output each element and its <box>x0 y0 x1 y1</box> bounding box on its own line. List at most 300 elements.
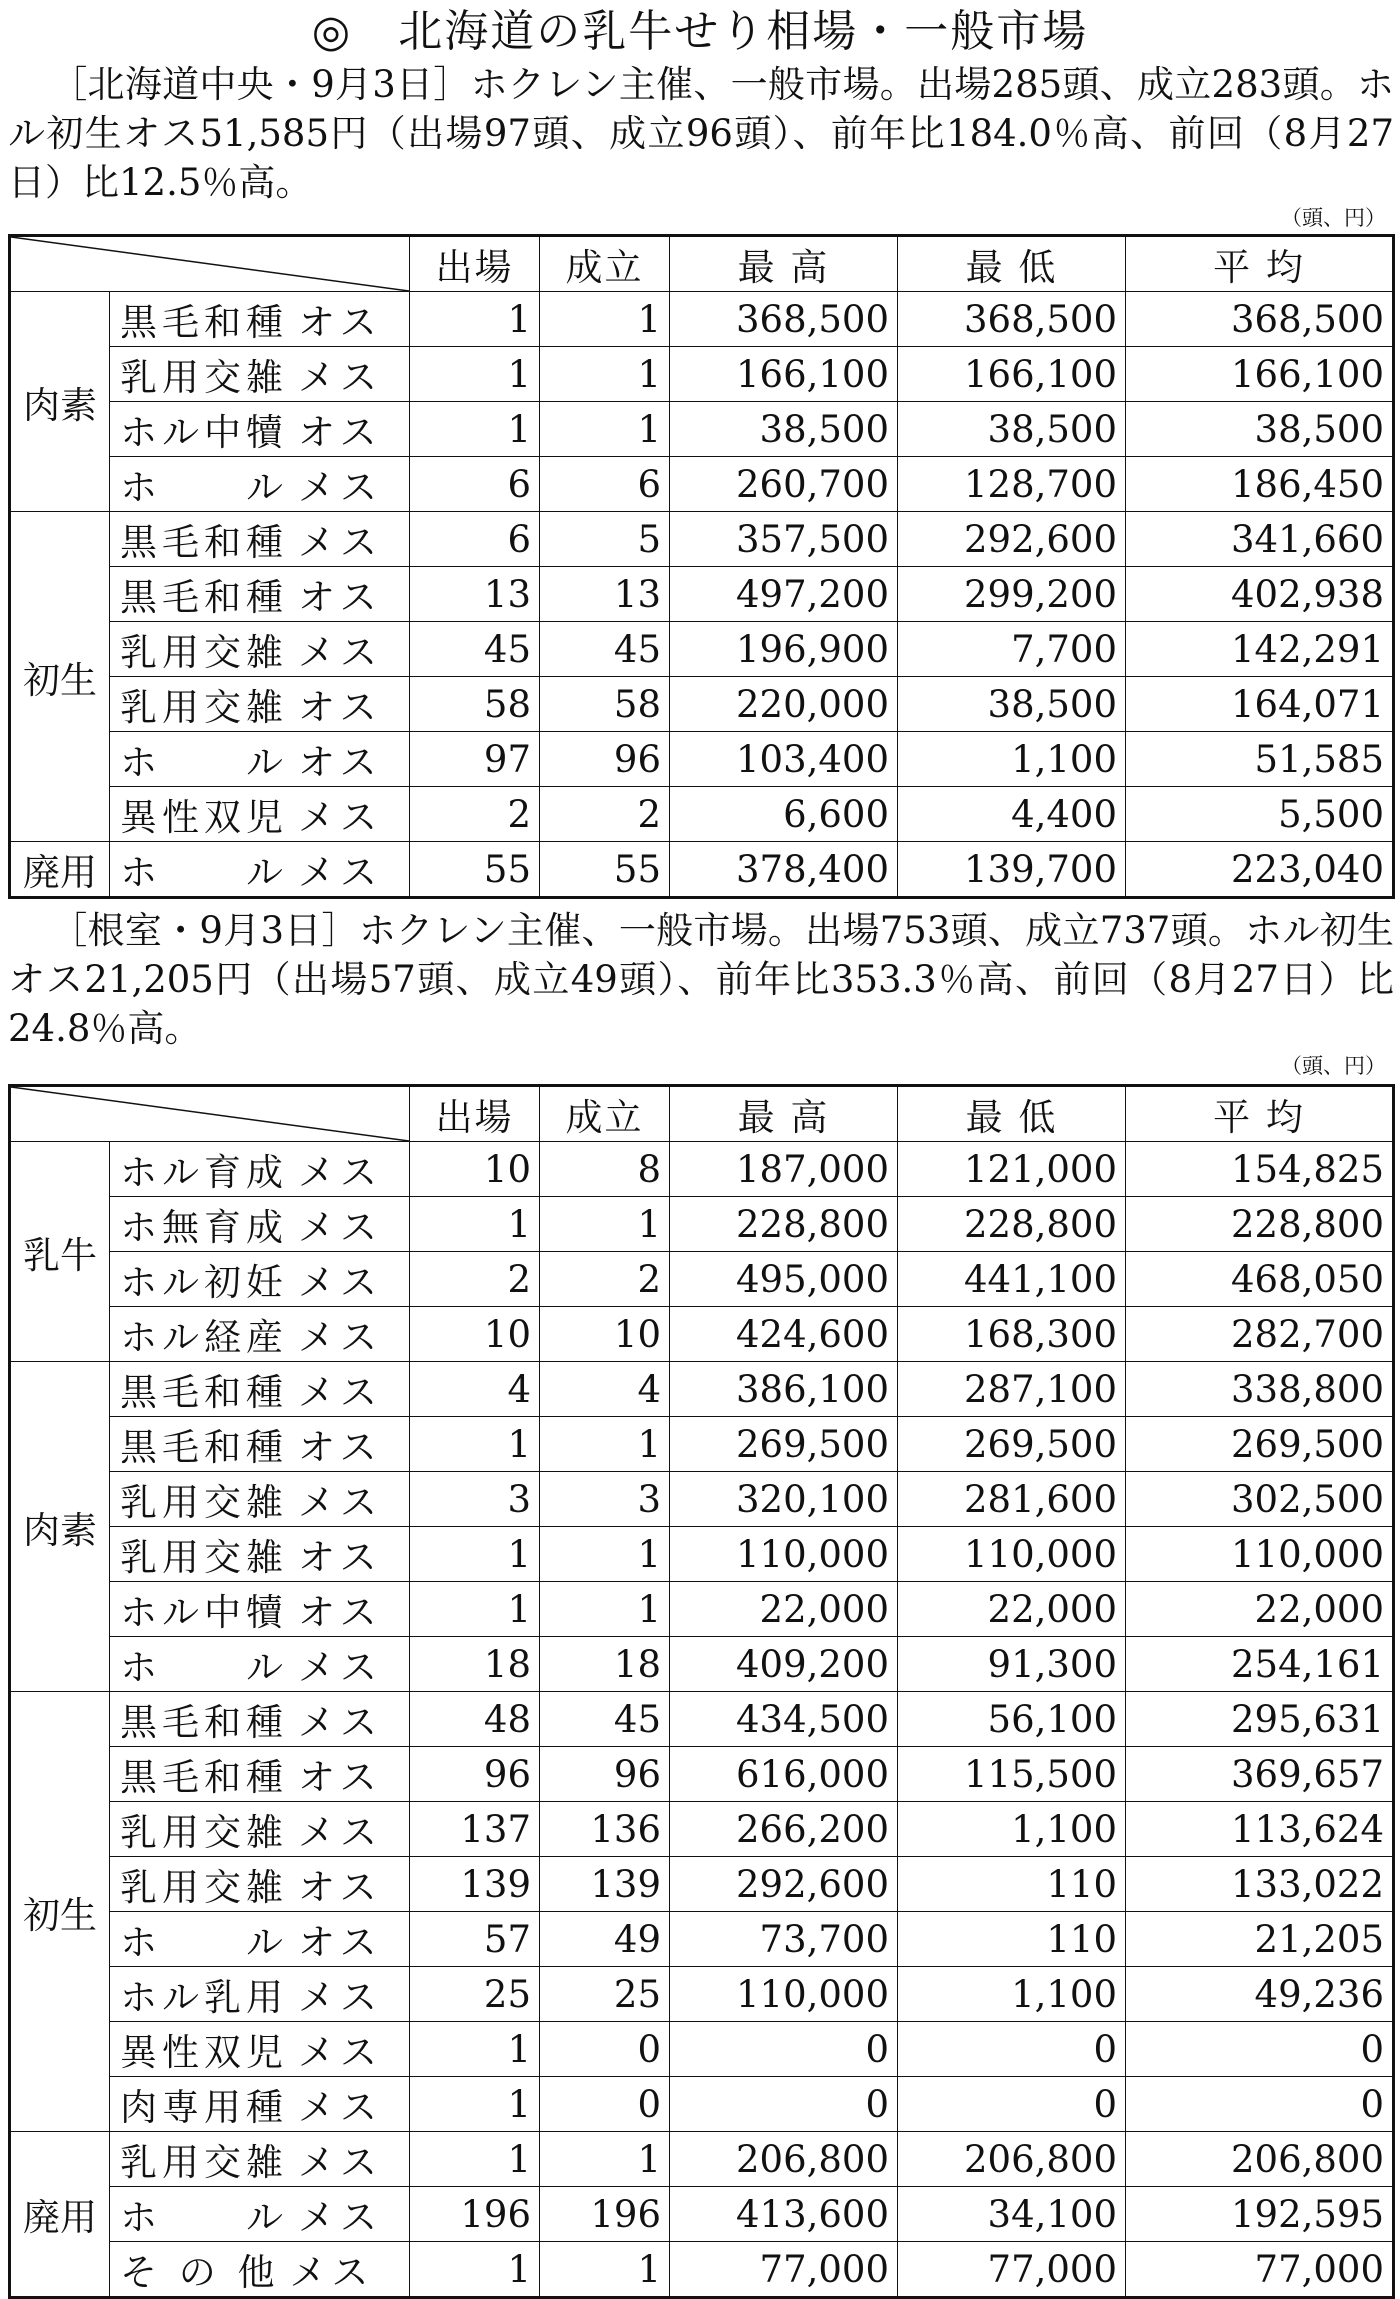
entered-count: 6 <box>410 457 540 512</box>
max-price: 22,000 <box>670 1582 898 1637</box>
entered-count: 58 <box>410 677 540 732</box>
breed-cell <box>110 1692 410 1747</box>
breed-cell <box>110 2242 410 2298</box>
entered-count: 1 <box>410 2132 540 2187</box>
column-header: 最 高 <box>670 236 898 292</box>
breed-name: 肉専用種 <box>120 2086 288 2129</box>
max-price: 320,100 <box>670 1472 898 1527</box>
sold-count: 0 <box>540 2077 670 2132</box>
sold-count: 96 <box>540 1747 670 1802</box>
min-price: 1,100 <box>898 1967 1126 2022</box>
sex-label: メス <box>298 851 382 894</box>
breed-cell <box>110 1362 410 1417</box>
max-price: 110,000 <box>670 1967 898 2022</box>
breed-name: 乳用交雑 <box>120 356 288 399</box>
section-2-paragraph <box>8 906 1394 1053</box>
entered-count: 45 <box>410 622 540 677</box>
sold-count: 1 <box>540 1527 670 1582</box>
min-price: 1,100 <box>898 732 1126 787</box>
breed-cell <box>110 1142 410 1197</box>
breed-name: ホ ル <box>120 1921 288 1964</box>
max-price: 166,100 <box>670 347 898 402</box>
breed-name: 乳用交雑 <box>120 1481 288 1524</box>
entered-count: 139 <box>410 1857 540 1912</box>
sold-count: 2 <box>540 787 670 842</box>
sold-count: 1 <box>540 1417 670 1472</box>
breed-name: そ の 他 <box>120 2251 280 2294</box>
sex-label: メス <box>289 2251 374 2294</box>
table-row <box>10 457 1394 512</box>
min-price: 228,800 <box>898 1197 1126 1252</box>
sold-count: 13 <box>540 567 670 622</box>
sold-count: 196 <box>540 2187 670 2242</box>
breed-cell <box>110 1252 410 1307</box>
table-row <box>10 512 1394 567</box>
sex-label: メス <box>298 1481 382 1524</box>
breed-name: 黒毛和種 <box>120 576 288 619</box>
sex-label: メス <box>298 1976 382 2019</box>
max-price: 409,200 <box>670 1637 898 1692</box>
sold-count: 0 <box>540 2022 670 2077</box>
avg-price: 22,000 <box>1126 1582 1394 1637</box>
min-price: 110 <box>898 1912 1126 1967</box>
sold-count: 45 <box>540 1692 670 1747</box>
avg-price: 206,800 <box>1126 2132 1394 2187</box>
max-price: 6,600 <box>670 787 898 842</box>
table-row <box>10 347 1394 402</box>
sold-count: 8 <box>540 1142 670 1197</box>
entered-count: 97 <box>410 732 540 787</box>
sold-count: 1 <box>540 1582 670 1637</box>
min-price: 38,500 <box>898 402 1126 457</box>
min-price: 34,100 <box>898 2187 1126 2242</box>
breed-name: 乳用交雑 <box>120 2141 288 2184</box>
breed-name: ホル乳用 <box>120 1976 288 2019</box>
min-price: 299,200 <box>898 567 1126 622</box>
entered-count: 1 <box>410 1417 540 1472</box>
max-price: 103,400 <box>670 732 898 787</box>
min-price: 269,500 <box>898 1417 1126 1472</box>
table-row <box>10 1582 1394 1637</box>
sex-label: メス <box>298 2141 382 2184</box>
max-price: 220,000 <box>670 677 898 732</box>
sold-count: 139 <box>540 1857 670 1912</box>
breed-cell <box>110 457 410 512</box>
sex-label: メス <box>298 1646 382 1689</box>
entered-count: 1 <box>410 292 540 347</box>
max-price: 292,600 <box>670 1857 898 1912</box>
entered-count: 57 <box>410 1912 540 1967</box>
breed-name: ホ ル <box>120 741 288 784</box>
breed-name: 黒毛和種 <box>120 1756 288 1799</box>
breed-cell <box>110 567 410 622</box>
table-row <box>10 732 1394 787</box>
min-price: 110,000 <box>898 1527 1126 1582</box>
avg-price: 0 <box>1126 2077 1394 2132</box>
table-row <box>10 1527 1394 1582</box>
avg-price: 142,291 <box>1126 622 1394 677</box>
breed-cell <box>110 2077 410 2132</box>
table-row <box>10 1857 1394 1912</box>
table-row <box>10 2077 1394 2132</box>
max-price: 434,500 <box>670 1692 898 1747</box>
max-price: 357,500 <box>670 512 898 567</box>
column-header: 出場 <box>410 1086 540 1142</box>
table-row <box>10 1802 1394 1857</box>
avg-price: 302,500 <box>1126 1472 1394 1527</box>
avg-price: 133,022 <box>1126 1857 1394 1912</box>
avg-price: 113,624 <box>1126 1802 1394 1857</box>
avg-price: 110,000 <box>1126 1527 1394 1582</box>
sold-count: 1 <box>540 347 670 402</box>
sex-label: オス <box>298 1536 382 1579</box>
breed-name: ホル中犢 <box>120 1591 288 1634</box>
breed-cell <box>110 732 410 787</box>
max-price: 110,000 <box>670 1527 898 1582</box>
min-price: 0 <box>898 2077 1126 2132</box>
max-price: 266,200 <box>670 1802 898 1857</box>
max-price: 187,000 <box>670 1142 898 1197</box>
entered-count: 1 <box>410 347 540 402</box>
breed-cell <box>110 842 410 898</box>
sex-label: メス <box>298 2086 382 2129</box>
entered-count: 137 <box>410 1802 540 1857</box>
sold-count: 96 <box>540 732 670 787</box>
breed-cell <box>110 1472 410 1527</box>
sex-label: メス <box>298 466 382 509</box>
breed-name: 乳用交雑 <box>120 1536 288 1579</box>
table-row <box>10 1252 1394 1307</box>
max-price: 196,900 <box>670 622 898 677</box>
breed-name: 異性双児 <box>120 2031 288 2074</box>
breed-cell <box>110 1747 410 1802</box>
breed-name: ホル育成 <box>120 1151 288 1194</box>
max-price: 378,400 <box>670 842 898 898</box>
sold-count: 1 <box>540 2132 670 2187</box>
breed-cell <box>110 677 410 732</box>
table-row <box>10 677 1394 732</box>
table-row <box>10 1197 1394 1252</box>
avg-price: 228,800 <box>1126 1197 1394 1252</box>
breed-cell <box>110 1307 410 1362</box>
entered-count: 25 <box>410 1967 540 2022</box>
breed-cell <box>110 1802 410 1857</box>
avg-price: 166,100 <box>1126 347 1394 402</box>
header-corner <box>10 1086 410 1142</box>
entered-count: 10 <box>410 1142 540 1197</box>
section-2-table <box>8 1084 1395 2299</box>
breed-cell <box>110 292 410 347</box>
breed-cell <box>110 1582 410 1637</box>
entered-count: 18 <box>410 1637 540 1692</box>
min-price: 121,000 <box>898 1142 1126 1197</box>
category-label: 肉素 <box>10 292 110 512</box>
entered-count: 6 <box>410 512 540 567</box>
sex-label: メス <box>298 1811 382 1854</box>
breed-name: 乳用交雑 <box>120 686 288 729</box>
section-1-unit: （頭、円） <box>1281 206 1386 230</box>
min-price: 292,600 <box>898 512 1126 567</box>
sold-count: 2 <box>540 1252 670 1307</box>
breed-name: ホル経産 <box>120 1316 288 1359</box>
section-1-paragraph-text: ［北海道中央・9月3日］ホクレン主催、一般市場。出場285頭、成立283頭。ホル初生オス51,585円（出場97頭、成立96頭）、前年比184.0％高、前回（8月27日）比12.5％高。 <box>8 63 1394 204</box>
category-label: 乳牛 <box>10 1142 110 1362</box>
sex-label: メス <box>298 356 382 399</box>
min-price: 281,600 <box>898 1472 1126 1527</box>
table-row <box>10 1637 1394 1692</box>
header-corner <box>10 236 410 292</box>
sex-label: メス <box>298 1701 382 1744</box>
sex-label: オス <box>298 1426 382 1469</box>
column-header: 成立 <box>540 236 670 292</box>
avg-price: 341,660 <box>1126 512 1394 567</box>
sex-label: オス <box>298 686 382 729</box>
breed-name: 黒毛和種 <box>120 521 288 564</box>
min-price: 115,500 <box>898 1747 1126 1802</box>
avg-price: 254,161 <box>1126 1637 1394 1692</box>
max-price: 386,100 <box>670 1362 898 1417</box>
max-price: 73,700 <box>670 1912 898 1967</box>
sex-label: オス <box>298 576 382 619</box>
header-row <box>10 1086 1394 1142</box>
entered-count: 1 <box>410 1582 540 1637</box>
sold-count: 4 <box>540 1362 670 1417</box>
avg-price: 223,040 <box>1126 842 1394 898</box>
breed-name: 乳用交雑 <box>120 1866 288 1909</box>
sex-label: メス <box>298 796 382 839</box>
avg-price: 338,800 <box>1126 1362 1394 1417</box>
avg-price: 0 <box>1126 2022 1394 2077</box>
breed-name: ホ ル <box>120 1646 288 1689</box>
avg-price: 154,825 <box>1126 1142 1394 1197</box>
breed-name: 黒毛和種 <box>120 1701 288 1744</box>
sex-label: オス <box>298 411 382 454</box>
avg-price: 51,585 <box>1126 732 1394 787</box>
min-price: 168,300 <box>898 1307 1126 1362</box>
breed-cell <box>110 787 410 842</box>
sex-label: メス <box>298 1316 382 1359</box>
category-label: 廃用 <box>10 842 110 898</box>
entered-count: 2 <box>410 1252 540 1307</box>
min-price: 1,100 <box>898 1802 1126 1857</box>
breed-name: ホ無育成 <box>120 1206 288 1249</box>
min-price: 7,700 <box>898 622 1126 677</box>
breed-cell <box>110 2022 410 2077</box>
sex-label: メス <box>298 2031 382 2074</box>
sold-count: 45 <box>540 622 670 677</box>
table-row <box>10 2242 1394 2298</box>
sex-label: オス <box>298 1756 382 1799</box>
breed-name: 黒毛和種 <box>120 301 288 344</box>
avg-price: 282,700 <box>1126 1307 1394 1362</box>
max-price: 497,200 <box>670 567 898 622</box>
sex-label: オス <box>298 741 382 784</box>
table-row <box>10 402 1394 457</box>
min-price: 206,800 <box>898 2132 1126 2187</box>
column-header: 最 低 <box>898 1086 1126 1142</box>
table-row <box>10 567 1394 622</box>
column-header: 平 均 <box>1126 236 1394 292</box>
avg-price: 402,938 <box>1126 567 1394 622</box>
sex-label: メス <box>298 2196 382 2239</box>
table-row <box>10 1747 1394 1802</box>
min-price: 77,000 <box>898 2242 1126 2298</box>
table-row <box>10 1912 1394 1967</box>
avg-price: 186,450 <box>1126 457 1394 512</box>
breed-cell <box>110 1637 410 1692</box>
breed-name: ホ ル <box>120 2196 288 2239</box>
max-price: 38,500 <box>670 402 898 457</box>
sex-label: オス <box>298 1866 382 1909</box>
entered-count: 4 <box>410 1362 540 1417</box>
entered-count: 55 <box>410 842 540 898</box>
breed-name: 乳用交雑 <box>120 1811 288 1854</box>
max-price: 0 <box>670 2022 898 2077</box>
min-price: 91,300 <box>898 1637 1126 1692</box>
sold-count: 1 <box>540 292 670 347</box>
breed-cell <box>110 1527 410 1582</box>
breed-name: 黒毛和種 <box>120 1426 288 1469</box>
sex-label: オス <box>298 1921 382 1964</box>
max-price: 228,800 <box>670 1197 898 1252</box>
sold-count: 49 <box>540 1912 670 1967</box>
min-price: 4,400 <box>898 787 1126 842</box>
breed-cell <box>110 512 410 567</box>
breed-name: ホ ル <box>120 851 288 894</box>
sex-label: メス <box>298 1371 382 1414</box>
table-row <box>10 1967 1394 2022</box>
breed-cell <box>110 347 410 402</box>
sold-count: 18 <box>540 1637 670 1692</box>
header-row <box>10 236 1394 292</box>
min-price: 56,100 <box>898 1692 1126 1747</box>
breed-cell <box>110 1912 410 1967</box>
min-price: 128,700 <box>898 457 1126 512</box>
entered-count: 1 <box>410 402 540 457</box>
avg-price: 368,500 <box>1126 292 1394 347</box>
table-row <box>10 2022 1394 2077</box>
category-label: 初生 <box>10 512 110 842</box>
avg-price: 295,631 <box>1126 1692 1394 1747</box>
column-header: 出場 <box>410 236 540 292</box>
breed-name: 異性双児 <box>120 796 288 839</box>
breed-cell <box>110 2132 410 2187</box>
min-price: 287,100 <box>898 1362 1126 1417</box>
avg-price: 369,657 <box>1126 1747 1394 1802</box>
avg-price: 5,500 <box>1126 787 1394 842</box>
min-price: 0 <box>898 2022 1126 2077</box>
max-price: 206,800 <box>670 2132 898 2187</box>
min-price: 110 <box>898 1857 1126 1912</box>
category-label: 廃用 <box>10 2132 110 2298</box>
table-row <box>10 1417 1394 1472</box>
entered-count: 96 <box>410 1747 540 1802</box>
section-2-paragraph-text: ［根室・9月3日］ホクレン主催、一般市場。出場753頭、成立737頭。ホル初生オス21,205円（出場57頭、成立49頭）、前年比353.3％高、前回（8月27日）比24.8％高。 <box>8 909 1394 1050</box>
max-price: 424,600 <box>670 1307 898 1362</box>
column-header: 平 均 <box>1126 1086 1394 1142</box>
max-price: 0 <box>670 2077 898 2132</box>
sex-label: メス <box>298 521 382 564</box>
table-row <box>10 787 1394 842</box>
table-row <box>10 1142 1394 1197</box>
breed-cell <box>110 1417 410 1472</box>
max-price: 495,000 <box>670 1252 898 1307</box>
max-price: 77,000 <box>670 2242 898 2298</box>
sex-label: オス <box>298 301 382 344</box>
section-1-table <box>8 234 1395 899</box>
avg-price: 77,000 <box>1126 2242 1394 2298</box>
column-header: 成立 <box>540 1086 670 1142</box>
avg-price: 192,595 <box>1126 2187 1394 2242</box>
entered-count: 10 <box>410 1307 540 1362</box>
entered-count: 1 <box>410 2077 540 2132</box>
category-label: 初生 <box>10 1692 110 2132</box>
entered-count: 13 <box>410 567 540 622</box>
category-label: 肉素 <box>10 1362 110 1692</box>
sold-count: 58 <box>540 677 670 732</box>
table-row <box>10 1692 1394 1747</box>
min-price: 441,100 <box>898 1252 1126 1307</box>
sold-count: 55 <box>540 842 670 898</box>
table-row <box>10 842 1394 898</box>
min-price: 139,700 <box>898 842 1126 898</box>
sold-count: 10 <box>540 1307 670 1362</box>
avg-price: 21,205 <box>1126 1912 1394 1967</box>
breed-name: ホル初妊 <box>120 1261 288 1304</box>
sold-count: 3 <box>540 1472 670 1527</box>
sold-count: 1 <box>540 402 670 457</box>
entered-count: 3 <box>410 1472 540 1527</box>
entered-count: 1 <box>410 1527 540 1582</box>
entered-count: 196 <box>410 2187 540 2242</box>
sex-label: メス <box>298 1206 382 1249</box>
max-price: 368,500 <box>670 292 898 347</box>
avg-price: 38,500 <box>1126 402 1394 457</box>
sex-label: オス <box>298 1591 382 1634</box>
max-price: 260,700 <box>670 457 898 512</box>
column-header: 最 高 <box>670 1086 898 1142</box>
sold-count: 6 <box>540 457 670 512</box>
table-row <box>10 1472 1394 1527</box>
max-price: 269,500 <box>670 1417 898 1472</box>
sold-count: 1 <box>540 1197 670 1252</box>
sold-count: 5 <box>540 512 670 567</box>
entered-count: 48 <box>410 1692 540 1747</box>
breed-name: ホル中犢 <box>120 411 288 454</box>
breed-name: 黒毛和種 <box>120 1371 288 1414</box>
min-price: 368,500 <box>898 292 1126 347</box>
table-row <box>10 622 1394 677</box>
avg-price: 164,071 <box>1126 677 1394 732</box>
avg-price: 468,050 <box>1126 1252 1394 1307</box>
entered-count: 1 <box>410 2022 540 2077</box>
breed-cell <box>110 1197 410 1252</box>
sex-label: メス <box>298 1151 382 1194</box>
min-price: 38,500 <box>898 677 1126 732</box>
table-row <box>10 1307 1394 1362</box>
page-title: ◎ 北海道の乳牛せり相場・一般市場 <box>311 6 1089 57</box>
breed-name: 乳用交雑 <box>120 631 288 674</box>
column-header: 最 低 <box>898 236 1126 292</box>
table-row <box>10 1362 1394 1417</box>
max-price: 616,000 <box>670 1747 898 1802</box>
sold-count: 136 <box>540 1802 670 1857</box>
entered-count: 1 <box>410 2242 540 2298</box>
min-price: 22,000 <box>898 1582 1126 1637</box>
breed-cell <box>110 2187 410 2242</box>
sold-count: 25 <box>540 1967 670 2022</box>
avg-price: 49,236 <box>1126 1967 1394 2022</box>
